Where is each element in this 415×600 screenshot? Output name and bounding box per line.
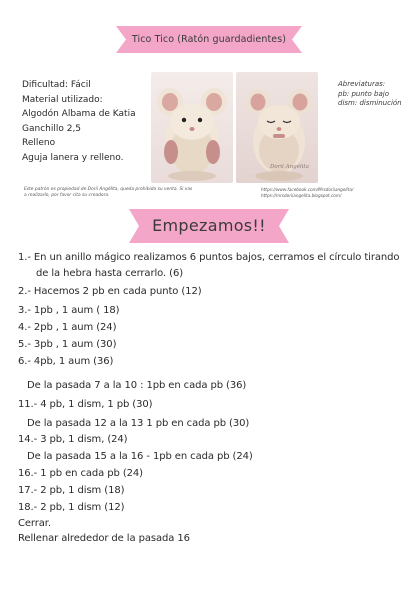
abbreviation-item: pb: punto bajo [338,89,389,98]
step-line: De la pasada 7 a la 10 : 1pb en cada pb (36) [27,380,247,391]
abbreviation-item: Abreviaturas: [338,80,386,88]
abbreviation-item: dism: disminución [338,99,402,107]
step-line: 1.- En un anillo mágico realizamos 6 puntos bajos, cerramos el círculo tirando [18,252,400,263]
credit-line: a realizarlo, por favor cita su creadora. [24,193,110,198]
step-line: 6.- 4pb, 1 aum (36) [18,356,114,367]
step-line: 3.- 1pb , 1 aum ( 18) [18,305,120,316]
credit-line: Este patrón es propiedad de Dorii Angélita, queda prohibida su venta. Si vas [24,187,193,192]
facebook-link[interactable]: https://www.facebook.com/Mrsdoriiangelita/ [261,187,354,192]
step-line: 18.- 2 pb, 1 dism (12) [18,502,125,513]
material-item: Aguja lanera y relleno. [22,152,124,163]
step-line: 16.- 1 pb en cada pb (24) [18,468,143,479]
material-item: Ganchillo 2,5 [22,123,82,134]
step-line: 5.- 3pb , 1 aum (30) [18,339,117,350]
blog-link[interactable]: https://mrsdoriiangelita.blogspot.com/ [261,193,342,199]
step-line: Cerrar. [18,518,51,529]
step-line: De la pasada 15 a la 16 - 1pb en cada pb (24) [27,451,253,462]
step-line: 2.- Hacemos 2 pb en cada punto (12) [18,286,202,297]
photo-watermark: Dorii Angélita [270,164,309,170]
step-line: 17.- 2 pb, 1 dism (18) [18,485,125,496]
step-line: Rellenar alrededor de la pasada 16 [18,533,190,544]
material-item: Relleno [22,138,56,149]
step-line: 11.- 4 pb, 1 dism, 1 pb (30) [18,399,153,410]
step-line: de la hebra hasta cerrarlo. (6) [36,268,184,279]
material-item: Dificultad: Fácil [22,80,91,90]
step-line: 14.- 3 pb, 1 dism, (24) [18,434,128,445]
pattern-title: Tico Tico (Ratón guardadientes) [131,34,287,45]
material-item: Algodón Albama de Katia [22,109,136,120]
section-title: Empezamos!! [152,216,266,235]
material-item: Material utilizado: [22,94,103,105]
step-line: 4.- 2pb , 1 aum (24) [18,322,117,333]
step-line: De la pasada 12 a la 13 1 pb en cada pb (30) [27,418,250,429]
